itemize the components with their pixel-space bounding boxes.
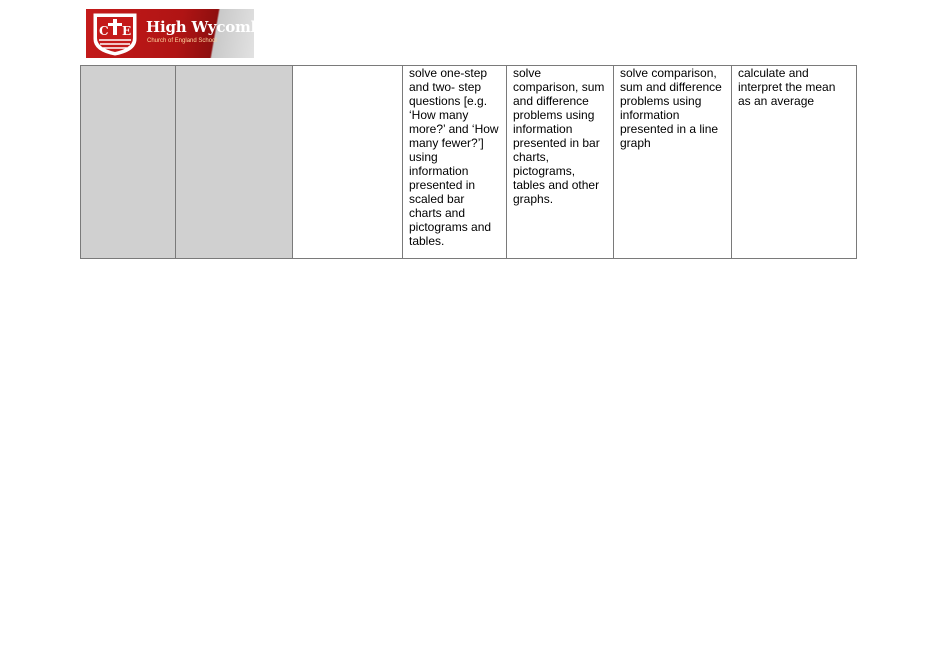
shield-icon xyxy=(86,9,146,58)
table-cell-objective: calculate and interpret the mean as an average xyxy=(732,66,857,259)
table-cell-shaded-1 xyxy=(81,66,176,259)
logo-subtitle: Church of England School xyxy=(147,38,217,44)
table-cell-empty xyxy=(293,66,403,259)
logo-title: High Wycombe xyxy=(146,18,271,36)
svg-text:E: E xyxy=(122,24,132,38)
table-cell-objective: solve one-step and two- step questions [e.g. ‘How many more?’ and ‘How many fewer?’] using information presented in scaled bar charts and pictograms and tables. xyxy=(403,66,507,259)
objectives-table xyxy=(80,65,857,259)
table-cell-objective: solve comparison, sum and difference problems using information presented in bar charts, pictograms, tables and other graphs. xyxy=(507,66,614,259)
table-cell-shaded-2 xyxy=(176,66,293,259)
school-logo xyxy=(86,9,271,58)
table-row xyxy=(81,66,857,259)
table-cell-objective: solve comparison, sum and difference problems using information presented in a line graph xyxy=(614,66,732,259)
svg-text:C: C xyxy=(99,24,109,38)
